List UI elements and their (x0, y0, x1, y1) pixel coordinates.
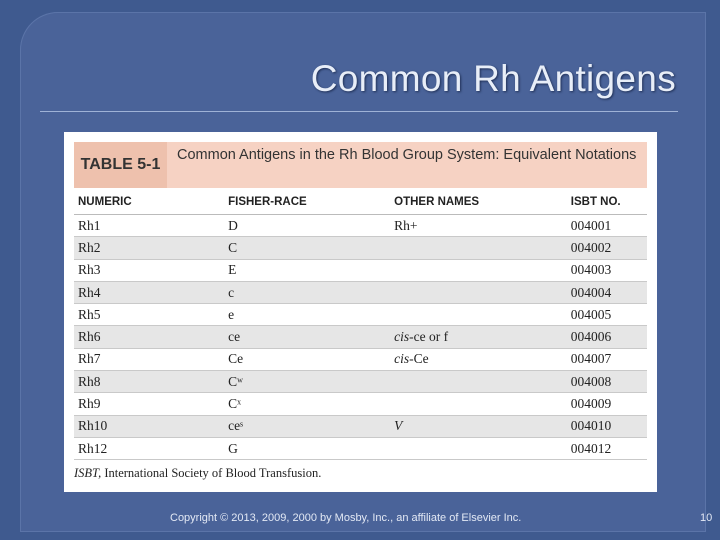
cell-isbt-no: 004009 (567, 393, 647, 415)
cell-fisher-race: Cʷ (224, 371, 390, 393)
table-row (74, 371, 647, 393)
cell-other-names: cis-Ce (390, 348, 567, 370)
table-header-row (74, 190, 647, 215)
cell-numeric: Rh4 (74, 281, 224, 303)
cell-fisher-race: e (224, 304, 390, 326)
cell-isbt-no: 004005 (567, 304, 647, 326)
cell-numeric: Rh12 (74, 437, 224, 459)
cell-fisher-race: G (224, 437, 390, 459)
table-row (74, 215, 647, 237)
cell-fisher-race: c (224, 281, 390, 303)
column-header-isbt-no: ISBT NO. (567, 190, 647, 215)
table-row (74, 393, 647, 415)
cell-fisher-race: D (224, 215, 390, 237)
cell-numeric: Rh3 (74, 259, 224, 281)
cell-other-names: Rh+ (390, 215, 567, 237)
column-header-other-names: OTHER NAMES (390, 190, 567, 215)
cell-isbt-no: 004004 (567, 281, 647, 303)
cell-numeric: Rh9 (74, 393, 224, 415)
cell-numeric: Rh7 (74, 348, 224, 370)
cell-isbt-no: 004003 (567, 259, 647, 281)
rh-antigen-table (74, 190, 647, 460)
table-row (74, 281, 647, 303)
cell-other-names (390, 259, 567, 281)
cell-other-names: V (390, 415, 567, 437)
table-header-band (74, 142, 647, 188)
table-row (74, 259, 647, 281)
copyright-notice: Copyright © 2013, 2009, 2000 by Mosby, Inc., an affiliate of Elsevier Inc. (170, 512, 522, 524)
cell-fisher-race: ce (224, 326, 390, 348)
footnote-text: International Society of Blood Transfusion. (101, 466, 322, 480)
cell-isbt-no: 004001 (567, 215, 647, 237)
cell-fisher-race: C (224, 237, 390, 259)
cell-isbt-no: 004006 (567, 326, 647, 348)
cell-fisher-race: Ce (224, 348, 390, 370)
cell-isbt-no: 004007 (567, 348, 647, 370)
table-row (74, 237, 647, 259)
cell-numeric: Rh1 (74, 215, 224, 237)
title-divider (40, 111, 678, 112)
cell-other-names (390, 237, 567, 259)
table-image (64, 132, 657, 492)
cell-fisher-race: ceˢ (224, 415, 390, 437)
footnote-abbreviation: ISBT, (74, 466, 102, 480)
cell-other-names (390, 281, 567, 303)
table-row (74, 326, 647, 348)
cell-numeric: Rh6 (74, 326, 224, 348)
table-row (74, 304, 647, 326)
table-row (74, 415, 647, 437)
cell-other-names (390, 371, 567, 393)
cell-numeric: Rh2 (74, 237, 224, 259)
table-row (74, 437, 647, 459)
cell-other-names (390, 437, 567, 459)
cell-numeric: Rh8 (74, 371, 224, 393)
cell-numeric: Rh5 (74, 304, 224, 326)
table-footnote (74, 466, 321, 481)
cell-isbt-no: 004010 (567, 415, 647, 437)
column-header-fisher-race: FISHER-RACE (224, 190, 390, 215)
cell-fisher-race: E (224, 259, 390, 281)
page-number: 10 (700, 512, 713, 524)
table-row (74, 348, 647, 370)
column-header-numeric: NUMERIC (74, 190, 224, 215)
slide-title: Common Rh Antigens (310, 58, 676, 99)
cell-other-names: cis-ce or f (390, 326, 567, 348)
cell-fisher-race: Cˣ (224, 393, 390, 415)
cell-other-names (390, 304, 567, 326)
cell-isbt-no: 004008 (567, 371, 647, 393)
cell-isbt-no: 004012 (567, 437, 647, 459)
table-caption: Common Antigens in the Rh Blood Group System: Equivalent Notations (177, 147, 637, 163)
table-number: TABLE 5-1 (74, 142, 167, 188)
cell-numeric: Rh10 (74, 415, 224, 437)
cell-other-names (390, 393, 567, 415)
cell-isbt-no: 004002 (567, 237, 647, 259)
